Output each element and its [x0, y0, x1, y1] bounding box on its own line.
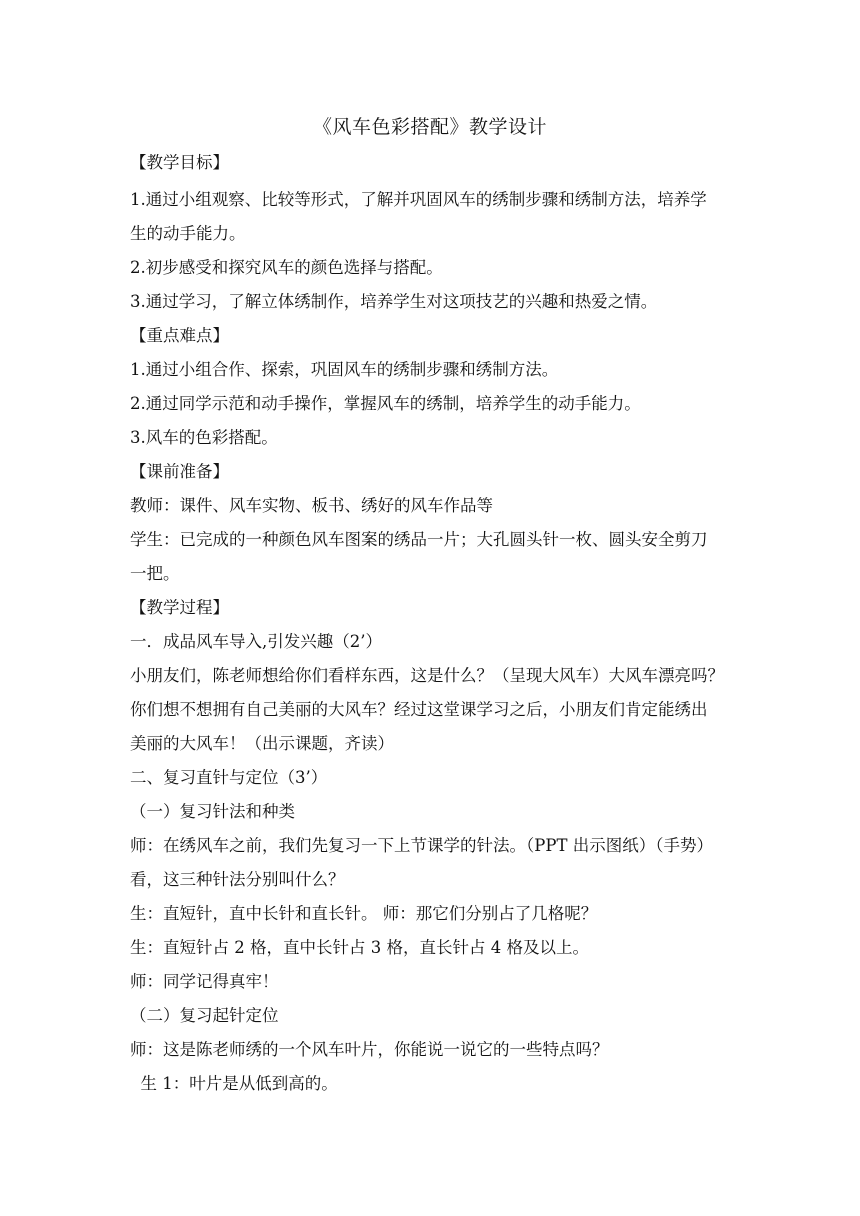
paragraph-line: 师：这是陈老师绣的一个风车叶片，你能说一说它的一些特点吗？	[130, 1040, 609, 1059]
key-point-2: 2.通过同学示范和动手操作，掌握风车的绣制，培养学生的动手能力。	[130, 394, 641, 413]
paragraph-line: 你们想不想拥有自己美丽的大风车？经过这堂课学习之后，小朋友们肯定能绣出	[130, 700, 708, 719]
paragraph-line: 看，这三种针法分别叫什么？	[130, 870, 345, 889]
paragraph-line: 师：在绣风车之前，我们先复习一下上节课学的针法。（PPT 出示图纸）（手势）	[130, 836, 713, 855]
student-preparation-line-1: 学生：已完成的一种颜色风车图案的绣品一片；大孔圆头针一枚、圆头安全剪刀	[130, 530, 708, 549]
paragraph-line: 小朋友们，陈老师想给你们看样东西，这是什么？（呈现大风车）大风车漂亮吗？	[130, 666, 724, 685]
goal-3: 3.通过学习，了解立体绣制作，培养学生对这项技艺的兴趣和热爱之情。	[130, 292, 658, 311]
section-2-heading: 二、复习直针与定位（3’）	[130, 768, 328, 787]
goal-1-line-2: 生的动手能力。	[130, 224, 246, 243]
paragraph-line: 师：同学记得真牢！	[130, 972, 279, 991]
heading-preparation: 【课前准备】	[130, 462, 229, 481]
paragraph-line: 生 1：叶片是从低到高的。	[130, 1074, 338, 1093]
section-1-heading: 一．成品风车导入,引发兴趣（2’）	[130, 632, 382, 651]
goal-1-line-1: 1.通过小组观察、比较等形式，了解并巩固风车的绣制步骤和绣制方法，培养学	[130, 190, 707, 209]
heading-key-points: 【重点难点】	[130, 326, 229, 345]
subsection-2-heading: （二）复习起针定位	[130, 1006, 279, 1025]
teacher-preparation: 教师：课件、风车实物、板书、绣好的风车作品等	[130, 496, 493, 515]
student-preparation-line-2: 一把。	[130, 564, 180, 583]
paragraph-line: 生：直短针，直中长针和直长针。 师：那它们分别占了几格呢？	[130, 904, 598, 923]
key-point-3: 3.风车的色彩搭配。	[130, 428, 278, 447]
paragraph-line: 生：直短针占 2 格，直中长针占 3 格，直长针占 4 格及以上。	[130, 938, 589, 957]
document-title: 《风车色彩搭配》教学设计	[312, 116, 547, 138]
heading-teaching-process: 【教学过程】	[130, 598, 229, 617]
key-point-1: 1.通过小组合作、探索，巩固风车的绣制步骤和绣制方法。	[130, 360, 559, 379]
heading-teaching-goals: 【教学目标】	[130, 153, 229, 172]
paragraph-line: 美丽的大风车！（出示课题，齐读）	[130, 734, 394, 753]
subsection-1-heading: （一）复习针法和种类	[130, 802, 295, 821]
goal-2: 2.初步感受和探究风车的颜色选择与搭配。	[130, 258, 443, 277]
